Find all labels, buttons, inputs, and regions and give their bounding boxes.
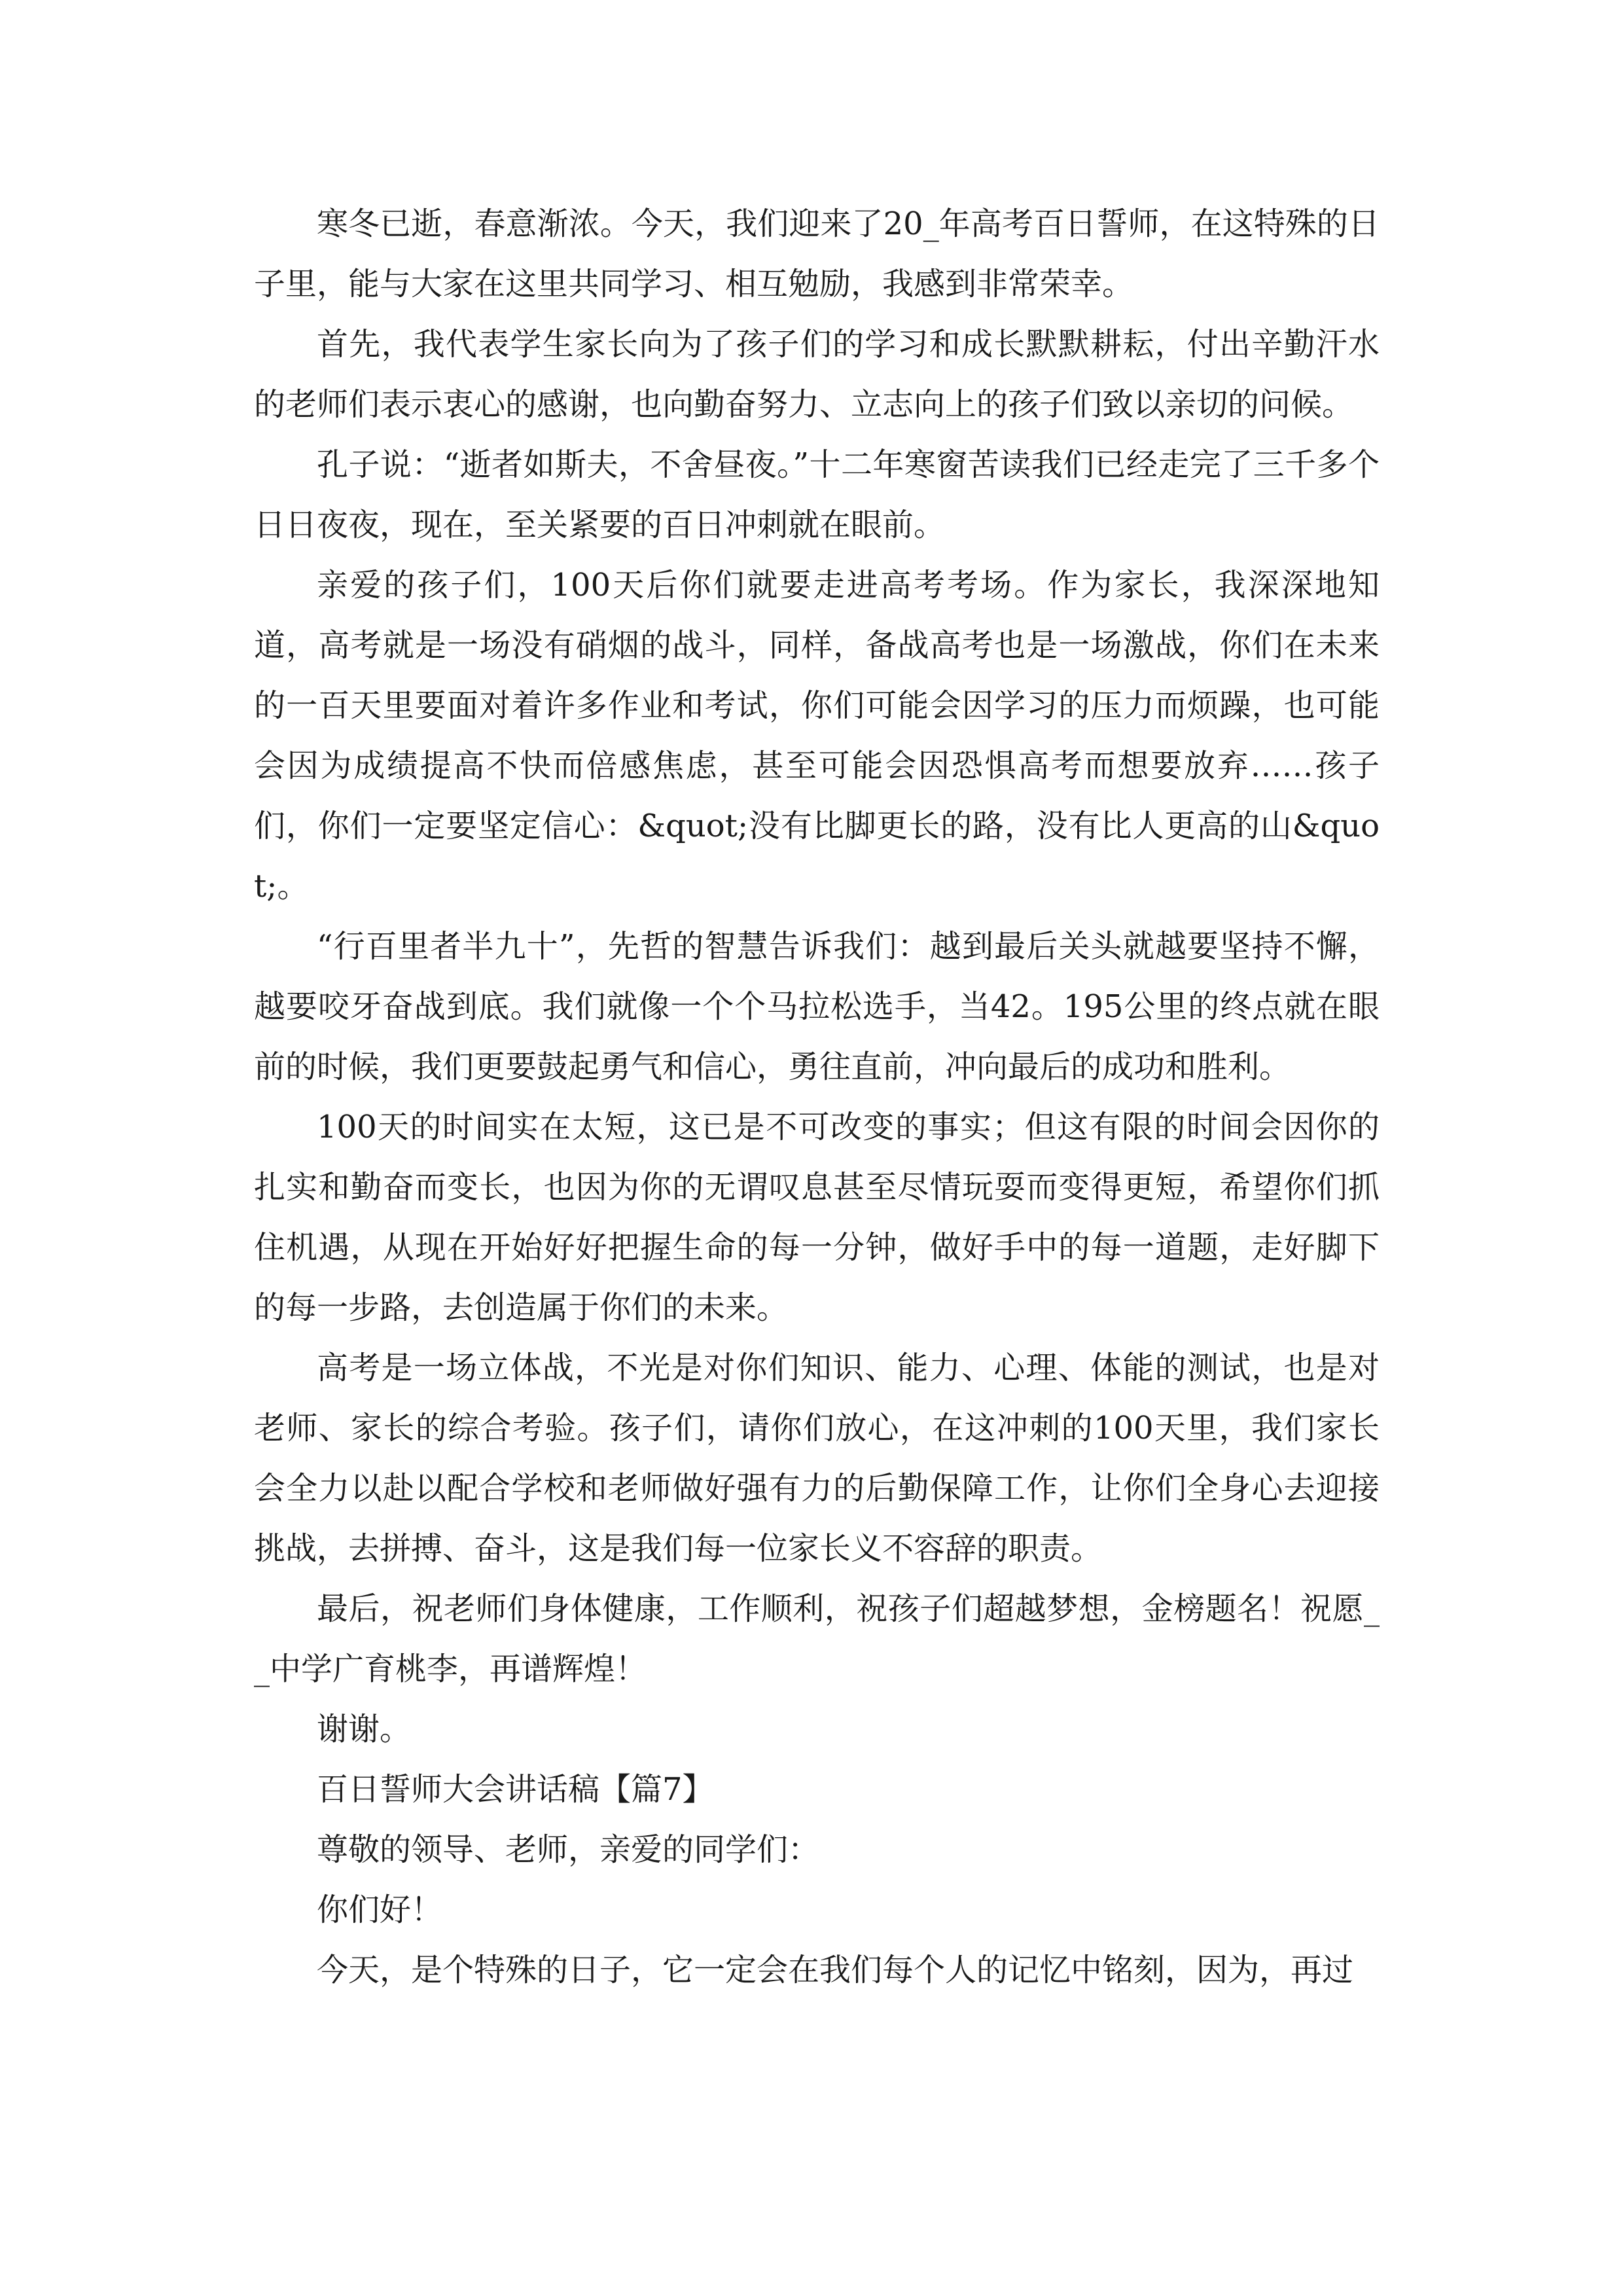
paragraph: 寒冬已逝，春意渐浓。今天，我们迎来了20_年高考百日誓师，在这特殊的日子里，能与大家在这里共同学习、相互勉励，我感到非常荣幸。	[254, 206, 1380, 302]
paragraph: “行百里者半九十”，先哲的智慧告诉我们：越到最后关头就越要坚持不懈，越要咬牙奋战到底。我们就像一个个马拉松选手，当42。195公里的终点就在眼前的时候，我们更要鼓起勇气和信心，勇往直前，冲向最后的成功和胜利。	[254, 928, 1380, 1085]
paragraph: 孔子说：“逝者如斯夫，不舍昼夜。”十二年寒窗苦读我们已经走完了三千多个日日夜夜，现在，至关紧要的百日冲刺就在眼前。	[254, 446, 1380, 543]
paragraph: 100天的时间实在太短，这已是不可改变的事实；但这有限的时间会因你的扎实和勤奋而变长，也因为你的无谓叹息甚至尽情玩耍而变得更短，希望你们抓住机遇，从现在开始好好把握生命的每一分钟，做好手中的每一道题，走好脚下的每一步路，去创造属于你们的未来。	[254, 1109, 1380, 1326]
paragraph: 首先，我代表学生家长向为了孩子们的学习和成长默默耕耘，付出辛勤汗水的老师们表示衷心的感谢，也向勤奋努力、立志向上的孩子们致以亲切的问候。	[254, 326, 1380, 423]
paragraph: 谢谢。	[317, 1711, 412, 1748]
section-heading: 百日誓师大会讲话稿【篇7】	[317, 1771, 714, 1808]
paragraph: 最后，祝老师们身体健康，工作顺利，祝孩子们超越梦想，金榜题名！祝愿__中学广育桃李，再谱辉煌！	[254, 1590, 1380, 1687]
salutation: 尊敬的领导、老师，亲爱的同学们：	[317, 1831, 820, 1868]
paragraph: 今天，是个特殊的日子，它一定会在我们每个人的记忆中铭刻，因为，再过	[317, 1952, 1354, 1988]
greeting: 你们好！	[317, 1892, 443, 1928]
document-body	[254, 194, 1380, 2000]
paragraph: 高考是一场立体战，不光是对你们知识、能力、心理、体能的测试，也是对老师、家长的综合考验。孩子们，请你们放心，在这冲刺的100天里，我们家长会全力以赴以配合学校和老师做好强有力的后勤保障工作，让你们全身心去迎接挑战，去拼搏、奋斗，这是我们每一位家长义不容辞的职责。	[254, 1350, 1380, 1567]
paragraph: 亲爱的孩子们，100天后你们就要走进高考考场。作为家长，我深深地知道，高考就是一场没有硝烟的战斗，同样，备战高考也是一场激战，你们在未来的一百天里要面对着许多作业和考试，你们可能会因学习的压力而烦躁，也可能会因为成绩提高不快而倍感焦虑，甚至可能会因恐惧高考而想要放弃……孩子们，你们一定要坚定信心：&quot;没有比脚更长的路，没有比人更高的山&quot;。	[254, 567, 1380, 905]
